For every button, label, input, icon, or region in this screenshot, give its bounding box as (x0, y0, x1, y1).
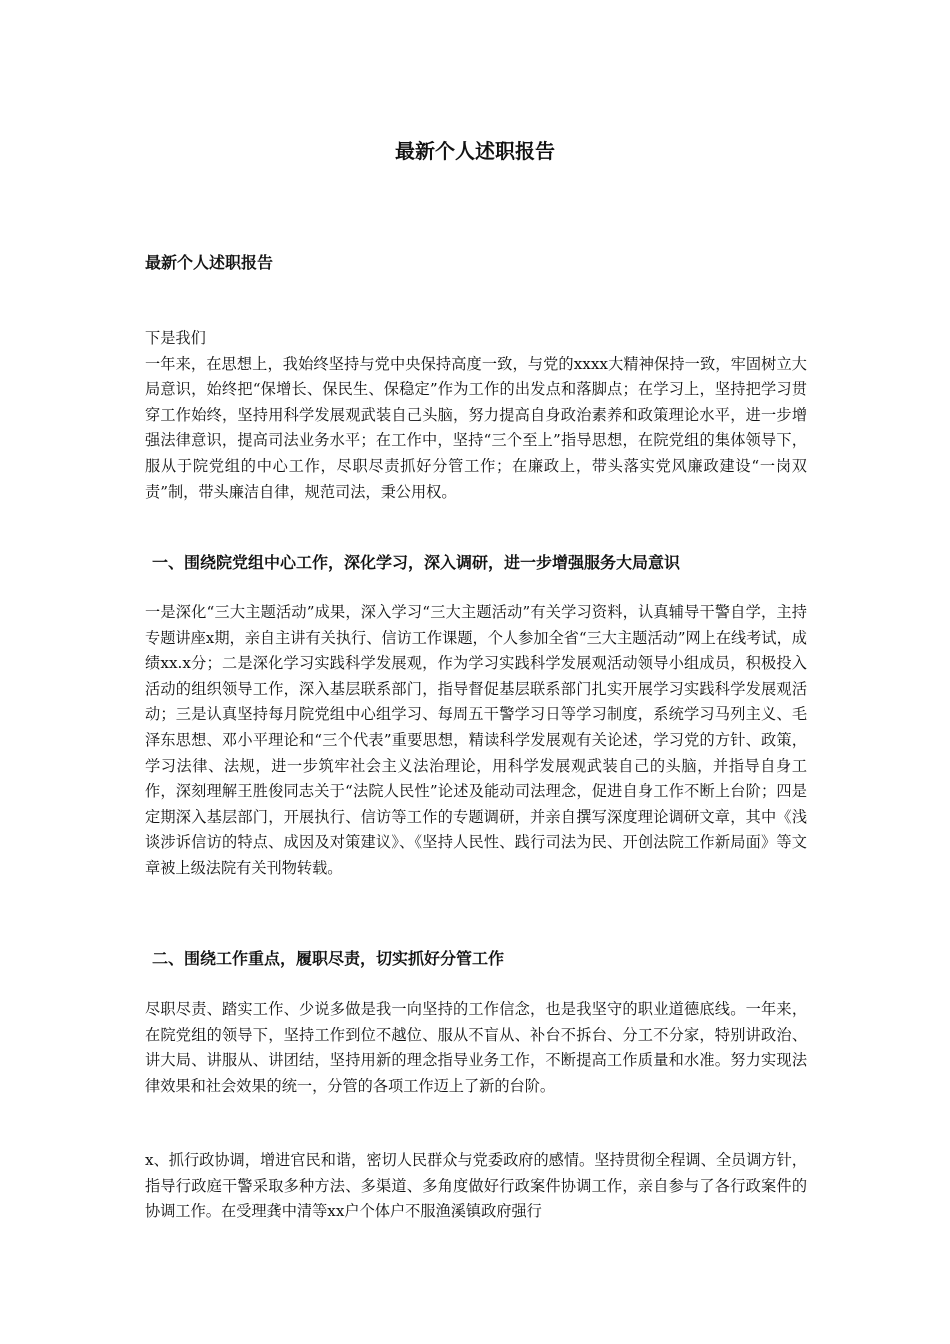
intro-paragraph: 一年来，在思想上，我始终坚持与党中央保持高度一致，与党的xxxx大精神保持一致，牢固树立大局意识，始终把“保增长、保民生、保稳定”作为工作的出发点和落脚点；在学习上，坚持把学习贯穿工作始终，坚持用科学发展观武装自己头脑，努力提高自身政治素养和政策理论水平，进一步增强法律意识，提高司法业务水平；在工作中，坚持“三个至上”指导思想，在院党组的集体领导下，服从于院党组的中心工作，尽职尽责抓好分管工作；在廉政上，带头落实党风廉政建设“一岗双责”制，带头廉洁自律，规范司法，秉公用权。 (145, 354, 807, 501)
section-2-heading: 二、围绕工作重点，履职尽责，切实抓好分管工作 (152, 949, 505, 968)
section-1-heading: 一、围绕院党组中心工作，深化学习，深入调研，进一步增强服务大局意识 (152, 553, 681, 572)
section-2-paragraph: 尽职尽责、踏实工作、少说多做是我一向坚持的工作信念，也是我坚守的职业道德底线。一年来，在院党组的领导下，坚持工作到位不越位、服从不盲从、补台不拆台、分工不分家，特别讲政治、讲大局、讲服从、讲团结，坚持用新的理念指导业务工作，不断提高工作质量和水准。努力实现法律效果和社会效果的统一，分管的各项工作迈上了新的台阶。 (145, 1000, 807, 1095)
intro-label: 下是我们 (145, 329, 206, 347)
section-3-paragraph: x、抓行政协调，增进官民和谐，密切人民群众与党委政府的感情。坚持贯彻全程调、全员调方针，指导行政庭干警采取多种方法、多渠道、多角度做好行政案件协调工作，亲自参与了各行政案件的协调工作。在受理龚中清等xx户个体户不服渔溪镇政府强行 (145, 1151, 807, 1221)
document-title: 最新个人述职报告 (395, 139, 555, 163)
document-subtitle: 最新个人述职报告 (145, 253, 274, 272)
intro-block (145, 326, 807, 505)
section-1-paragraph: 一是深化“三大主题活动”成果，深入学习“三大主题活动”有关学习资料，认真辅导干警自学，主持专题讲座x期，亲自主讲有关执行、信访工作课题，个人参加全省“三大主题活动”网上在线考试，成绩xx.x分；二是深化学习实践科学发展观，作为学习实践科学发展观活动领导小组成员，积极投入活动的组织领导工作，深入基层联系部门，指导督促基层联系部门扎实开展学习实践科学发展观活动；三是认真坚持每月院党组中心组学习、每周五干警学习日等学习制度，系统学习马列主义、毛泽东思想、邓小平理论和“三个代表”重要思想，精读科学发展观有关论述，学习党的方针、政策，学习法律、法规，进一步筑牢社会主义法治理论，用科学发展观武装自己的头脑，并指导自身工作，深刻理解王胜俊同志关于“法院人民性”论述及能动司法理念，促进自身工作不断上台阶；四是定期深入基层部门，开展执行、信访等工作的专题调研，并亲自撰写深度理论调研文章，其中《浅谈涉诉信访的特点、成因及对策建议》、《坚持人民性、践行司法为民、开创法院工作新局面》等文章被上级法院有关刊物转载。 (145, 603, 807, 877)
